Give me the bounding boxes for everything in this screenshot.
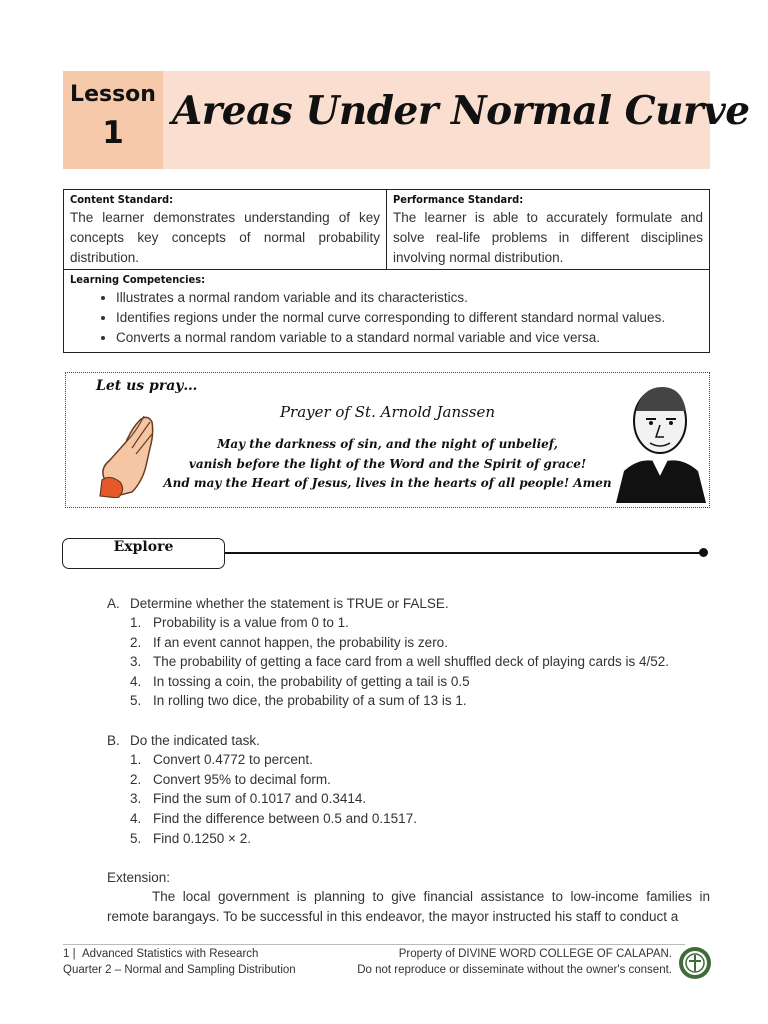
item-number: 1. [130, 615, 142, 630]
footer-quarter: Quarter 2 – Normal and Sampling Distribution [63, 964, 296, 976]
footer-course: Advanced Statistics with Research [82, 948, 259, 960]
performance-standard-cell [387, 190, 709, 270]
standards-table [63, 189, 710, 353]
competency-item: • Converts a normal random variable to a standard normal variable and vice versa. [116, 328, 703, 348]
prayer-lead: Let us pray… [96, 378, 198, 394]
part-a-item: In rolling two dice, the probability of a sum of 13 is 1. [153, 693, 467, 708]
extension-text: The local government is planning to give financial assistance to low-income families in remote barangays. To be successful in this endeavor, the mayor instructed his staff to conduct a [107, 889, 710, 924]
part-b-letter: B. [107, 733, 120, 748]
college-seal-icon [678, 946, 712, 980]
footer-rule [63, 944, 685, 945]
extension-label: Extension: [107, 870, 171, 885]
part-a-item: The probability of getting a face card from a well shuffled deck of playing cards is 4/52. [153, 654, 670, 669]
learning-competencies-cell [64, 270, 709, 352]
arnold-janssen-portrait [614, 381, 708, 503]
learning-competencies-caption: Learning Competencies: [70, 273, 206, 286]
content-standard-text: The learner demonstrates understanding of key concepts key concepts of normal probability distribution. [70, 210, 380, 265]
prayer-line: And may the Heart of Jesus, lives in the hearts of all people! Amen [163, 476, 612, 490]
prayer-line: vanish before the light of the Word and the Spirit of grace! [188, 457, 587, 471]
competency-item: • Identifies regions under the normal curve corresponding to different standard normal values. [116, 308, 703, 328]
item-number: 1. [130, 752, 142, 767]
part-a-item: In tossing a coin, the probability of getting a tail is 0.5 [153, 674, 470, 689]
item-number: 2. [130, 772, 142, 787]
lesson-title: Areas Under Normal Curve [172, 88, 750, 134]
prayer-line: May the darkness of sin, and the night of unbelief, [217, 437, 558, 451]
item-number: 5. [130, 831, 142, 846]
explore-section-label: Explore [62, 538, 225, 569]
footer-page-number: 1 | [63, 948, 76, 960]
competencies-list [70, 288, 703, 348]
explore-rule [225, 552, 703, 554]
prayer-box [65, 372, 710, 508]
part-b-instruction: Do the indicated task. [130, 733, 260, 748]
part-a-item: Probability is a value from 0 to 1. [153, 615, 349, 630]
prayer-title: Prayer of St. Arnold Janssen [279, 403, 496, 421]
item-number: 3. [130, 791, 142, 806]
part-b-item: Find the sum of 0.1017 and 0.3414. [153, 791, 367, 806]
footer-property: Property of DIVINE WORD COLLEGE OF CALAPAN. [398, 948, 672, 960]
part-a-letter: A. [107, 596, 120, 611]
explore-rule-dot [699, 548, 708, 557]
part-b-item: Convert 95% to decimal form. [153, 772, 331, 787]
part-b-item: Convert 0.4772 to percent. [153, 752, 313, 767]
performance-standard-caption: Performance Standard: [393, 193, 524, 206]
item-number: 5. [130, 693, 142, 708]
performance-standard-text: The learner is able to accurately formulate and solve real-life problems in different disciplines involving normal distribution. [393, 210, 703, 265]
competency-item: • Illustrates a normal random variable and its characteristics. [116, 288, 703, 308]
lesson-label: Lesson [70, 82, 156, 107]
footer-notice: Do not reproduce or disseminate without the owner's consent. [357, 964, 672, 976]
lesson-number-box [63, 71, 163, 169]
praying-hands-icon [96, 408, 168, 498]
item-number: 4. [130, 811, 142, 826]
part-b-item: Find 0.1250 × 2. [153, 831, 251, 846]
part-a-instruction: Determine whether the statement is TRUE or FALSE. [130, 596, 449, 611]
content-standard-caption: Content Standard: [70, 193, 174, 206]
item-number: 2. [130, 635, 142, 650]
item-number: 3. [130, 654, 142, 669]
part-b-item: Find the difference between 0.5 and 0.1517. [153, 811, 417, 826]
content-standard-cell [64, 190, 387, 270]
lesson-number: 1 [102, 115, 124, 151]
item-number: 4. [130, 674, 142, 689]
part-a-item: If an event cannot happen, the probability is zero. [153, 635, 448, 650]
